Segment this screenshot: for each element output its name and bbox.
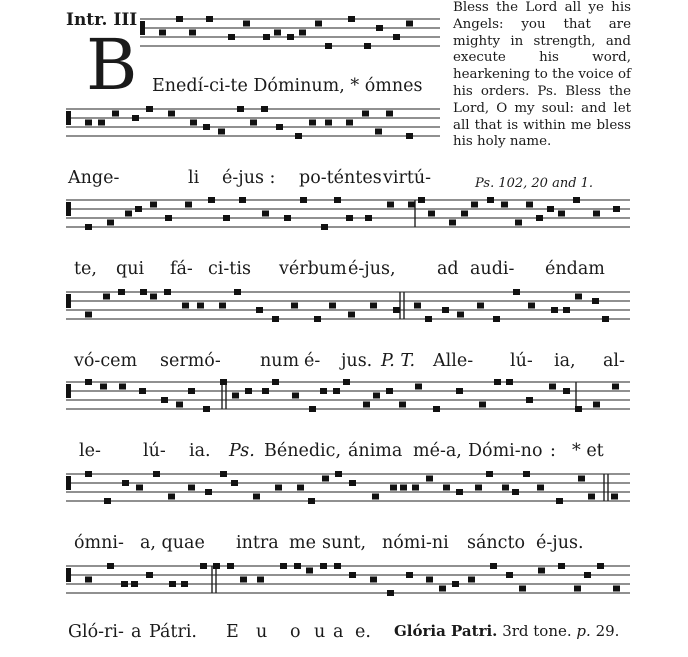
neume-note [231, 480, 238, 486]
clef-mark [66, 202, 71, 216]
neume-note [220, 471, 227, 477]
neume-note [321, 224, 328, 230]
neume-note [165, 215, 172, 221]
psalm-reference: Ps. 102, 20 and 1. [475, 176, 594, 191]
mode-label: Intr. III [66, 10, 138, 30]
neume-note [506, 379, 513, 385]
neume-note [538, 568, 545, 574]
neume-note [284, 215, 291, 221]
neume-note [325, 43, 332, 49]
neume-note [112, 111, 119, 117]
lyric-syllable: intra [236, 533, 279, 553]
neume-note [295, 133, 302, 139]
neume-note [150, 202, 157, 208]
neume-note [181, 581, 188, 587]
neume-note [393, 307, 400, 313]
neume-note [287, 34, 294, 40]
neume-note [386, 388, 393, 394]
neume-note [272, 379, 279, 385]
neume-note [612, 384, 619, 390]
lyric-syllable: Bénedic, [264, 441, 342, 461]
neume-note [528, 303, 535, 309]
neume-note [190, 120, 197, 126]
paschal-time-label: P. T. [381, 351, 416, 371]
neume-note [168, 111, 175, 117]
neume-note [275, 485, 282, 491]
neume-note [443, 485, 450, 491]
neume-note [487, 197, 494, 203]
page-prefix: p. [576, 622, 591, 640]
neume-note [85, 120, 92, 126]
neume-note [333, 388, 340, 394]
neume-note [412, 485, 419, 491]
neume-note [100, 384, 107, 390]
neume-note [234, 289, 241, 295]
neume-note [146, 572, 153, 578]
neume-note [189, 30, 196, 36]
neume-note [375, 129, 382, 135]
neume-note [549, 384, 556, 390]
neume-note [364, 43, 371, 49]
lyric-line-1: Enedí-ci-te Dóminum, * ómnes [152, 76, 423, 96]
neume-note [325, 120, 332, 126]
neume-note [208, 197, 215, 203]
lyric-syllable: ánima [348, 441, 403, 461]
gloria-label: Glória Patri. [394, 622, 498, 640]
neume-note [406, 21, 413, 27]
tone-label: 3rd tone. [502, 622, 572, 640]
neume-note [320, 563, 327, 569]
neume-note [309, 406, 316, 412]
neume-note [122, 480, 129, 486]
lyric-syllable: mé-a, [413, 441, 462, 461]
lyric-syllable: E [226, 622, 239, 642]
neume-note [456, 489, 463, 495]
neume-note [376, 25, 383, 31]
lyric-syllable: ia, [554, 351, 576, 371]
clef-mark [66, 384, 71, 398]
lyric-syllable: ad [437, 259, 459, 279]
lyric-syllable: é-jus. [536, 533, 584, 553]
neume-note [425, 316, 432, 322]
neume-note [132, 115, 139, 121]
neume-note [164, 289, 171, 295]
neume-note [185, 202, 192, 208]
neume-note [140, 289, 147, 295]
neume-note [390, 485, 397, 491]
neume-note [370, 577, 377, 583]
neume-note [433, 406, 440, 412]
neume-note [526, 202, 533, 208]
lyric-syllable: a, quae [140, 533, 205, 553]
neume-note [477, 303, 484, 309]
lyric-syllable: * et [572, 441, 604, 461]
clef-mark [140, 21, 145, 35]
lyric-syllable: ia. [189, 441, 211, 461]
neume-note [468, 577, 475, 583]
neume-note [387, 202, 394, 208]
page-number: 29. [595, 622, 620, 640]
neume-note [103, 294, 110, 300]
neume-note [414, 303, 421, 309]
neume-note [159, 30, 166, 36]
neume-note [563, 388, 570, 394]
neume-note [125, 211, 132, 217]
neume-note [299, 30, 306, 36]
neume-note [121, 581, 128, 587]
neume-note [439, 586, 446, 592]
lyric-syllable: é-jus, [348, 259, 396, 279]
neume-note [228, 34, 235, 40]
clef-mark [66, 294, 71, 308]
neume-note [188, 388, 195, 394]
neume-note [490, 563, 497, 569]
lyric-syllable: jus. [341, 351, 373, 371]
neume-note [393, 34, 400, 40]
clef-mark [66, 476, 71, 490]
neume-note [203, 406, 210, 412]
neume-note [262, 211, 269, 217]
lyric-syllable: : [550, 441, 556, 461]
neume-note [363, 402, 370, 408]
neume-note [456, 388, 463, 394]
lyric-syllable: Pátri. [149, 622, 197, 642]
neume-note [237, 106, 244, 112]
lyric-syllable: po-téntes [299, 168, 382, 188]
neume-note [243, 21, 250, 27]
neume-note [493, 316, 500, 322]
neume-note [256, 307, 263, 313]
neume-note [306, 568, 313, 574]
lyric-syllable: o [290, 622, 301, 642]
neume-note [334, 197, 341, 203]
neume-note [292, 393, 299, 399]
neume-note [315, 21, 322, 27]
neume-note [584, 572, 591, 578]
neume-note [153, 471, 160, 477]
neume-note [349, 572, 356, 578]
neume-note [506, 572, 513, 578]
neume-note [523, 471, 530, 477]
lyric-syllable: sáncto [467, 533, 526, 553]
lyric-syllable: nómi-ni [382, 533, 449, 553]
neume-note [415, 384, 422, 390]
neume-note [320, 388, 327, 394]
neume-note [291, 303, 298, 309]
lyric-syllable: qui [116, 259, 145, 279]
neume-note [197, 303, 204, 309]
lyric-syllable: Ange- [68, 168, 120, 188]
neume-note [502, 485, 509, 491]
neume-note [169, 581, 176, 587]
neume-note [556, 498, 563, 504]
neume-note [418, 197, 425, 203]
neume-note [139, 388, 146, 394]
neume-note [118, 289, 125, 295]
neume-note [512, 489, 519, 495]
neume-note [161, 397, 168, 403]
neume-note [373, 393, 380, 399]
neume-note [98, 120, 105, 126]
neume-note [558, 211, 565, 217]
neume-note [515, 220, 522, 226]
neume-note [85, 577, 92, 583]
neume-note [203, 124, 210, 130]
neume-note [245, 388, 252, 394]
neume-note [551, 307, 558, 313]
neume-note [593, 402, 600, 408]
neume-note [107, 220, 114, 226]
neume-note [150, 294, 157, 300]
lyric-syllable: num [260, 351, 300, 371]
neume-note [280, 563, 287, 569]
neume-note [471, 202, 478, 208]
lyric-syllable: a [333, 622, 344, 642]
neume-note [85, 379, 92, 385]
neume-note [349, 480, 356, 486]
neume-note [272, 316, 279, 322]
neume-note [262, 388, 269, 394]
lyric-syllable: e. [355, 622, 371, 642]
neume-note [274, 30, 281, 36]
translation-paragraph: Bless the Lord all ye his Angels: you that are mighty in strength, and execute his word, hearkening to the voice of his orders. Ps. Bless the Lord, O my soul: and let all that is within me bless his holy name. [453, 0, 631, 150]
lyric-syllable: é-jus : [222, 168, 276, 188]
neume-note [400, 485, 407, 491]
neume-note [223, 215, 230, 221]
lyric-syllable: u [314, 622, 326, 642]
neume-note [613, 586, 620, 592]
neume-note [588, 494, 595, 500]
neume-note [449, 220, 456, 226]
neume-note [537, 485, 544, 491]
neume-note [563, 307, 570, 313]
neume-note [329, 303, 336, 309]
lyric-syllable: audi- [470, 259, 515, 279]
neume-note [372, 494, 379, 500]
neume-note [406, 133, 413, 139]
neume-note [253, 494, 260, 500]
clef-mark [66, 568, 71, 582]
neume-note [370, 303, 377, 309]
lyric-syllable: a [131, 622, 142, 642]
neume-note [182, 303, 189, 309]
neume-note [575, 294, 582, 300]
neume-note [146, 106, 153, 112]
neume-note [486, 471, 493, 477]
neume-note [136, 485, 143, 491]
neume-note [346, 120, 353, 126]
neume-note [452, 581, 459, 587]
neume-note [575, 406, 582, 412]
lyric-syllable: vérbum [279, 259, 347, 279]
neume-note [558, 563, 565, 569]
neume-note [526, 397, 533, 403]
neume-note [426, 577, 433, 583]
neume-note [386, 111, 393, 117]
neume-note [250, 120, 257, 126]
neume-note [263, 34, 270, 40]
neume-note [239, 197, 246, 203]
neume-note [547, 206, 554, 212]
neume-note [85, 224, 92, 230]
lyric-syllable: lú- [143, 441, 166, 461]
neume-note [475, 485, 482, 491]
neume-note [131, 581, 138, 587]
neume-note [188, 485, 195, 491]
lyric-syllable: virtú- [383, 168, 432, 188]
neume-note [308, 498, 315, 504]
neume-note [343, 379, 350, 385]
neume-note [597, 563, 604, 569]
neume-note [479, 402, 486, 408]
neume-note [232, 393, 239, 399]
neume-note [227, 563, 234, 569]
neume-note [219, 303, 226, 309]
neume-note [406, 572, 413, 578]
lyric-syllable: fá- [170, 259, 193, 279]
lyric-syllable: u [256, 622, 268, 642]
neume-note [300, 197, 307, 203]
neume-note [205, 489, 212, 495]
neume-note [348, 312, 355, 318]
gloria-reference [394, 622, 619, 640]
neume-note [428, 211, 435, 217]
neume-note [494, 379, 501, 385]
lyric-syllable: le- [79, 441, 101, 461]
neume-note [426, 476, 433, 482]
neume-note [573, 197, 580, 203]
neume-note [85, 312, 92, 318]
neume-note [176, 16, 183, 22]
neume-note [240, 577, 247, 583]
neume-note [107, 563, 114, 569]
neume-note [176, 402, 183, 408]
neume-note [365, 215, 372, 221]
neume-note [294, 563, 301, 569]
lyric-syllable: li [188, 168, 200, 188]
lyric-syllable: ómni- [74, 533, 124, 553]
lyric-syllable: Gló-ri- [68, 622, 124, 642]
neume-note [335, 471, 342, 477]
neume-note [442, 307, 449, 313]
lyric-syllable: te, [74, 259, 97, 279]
neume-note [387, 590, 394, 596]
neume-note [519, 586, 526, 592]
initial-letter: B [86, 24, 138, 106]
neume-note [135, 206, 142, 212]
neume-note [457, 312, 464, 318]
neume-note [85, 471, 92, 477]
lyric-syllable: Dómi-no [468, 441, 543, 461]
lyric-syllable: me [289, 533, 316, 553]
lyric-syllable: lú- [510, 351, 533, 371]
neume-note [461, 211, 468, 217]
neume-note [611, 494, 618, 500]
neume-note [501, 202, 508, 208]
psalm-label: Ps. [229, 441, 255, 461]
neume-note [513, 289, 520, 295]
lyric-syllable: sermó- [160, 351, 221, 371]
lyric-syllable: al- [603, 351, 625, 371]
neume-note [168, 494, 175, 500]
lyric-syllable: éndam [545, 259, 605, 279]
neume-note [276, 124, 283, 130]
neume-note [348, 16, 355, 22]
clef-mark [66, 111, 71, 125]
neume-note [261, 106, 268, 112]
lyric-syllable: vó-cem [74, 351, 138, 371]
neume-note [104, 498, 111, 504]
lyric-syllable: é- [304, 351, 321, 371]
neume-note [613, 206, 620, 212]
neume-note [206, 16, 213, 22]
neume-note [602, 316, 609, 322]
neume-note [362, 111, 369, 117]
neume-note [314, 316, 321, 322]
neume-note [334, 563, 341, 569]
neume-note [408, 202, 415, 208]
neume-note [592, 298, 599, 304]
neume-note [213, 563, 220, 569]
neume-note [322, 476, 329, 482]
lyric-syllable: ci-tis [208, 259, 251, 279]
neume-note [399, 402, 406, 408]
lyric-syllable: Alle- [433, 351, 474, 371]
neume-note [220, 379, 227, 385]
lyric-syllable: sunt, [322, 533, 367, 553]
neume-note [218, 129, 225, 135]
neume-note [593, 211, 600, 217]
neume-note [574, 586, 581, 592]
neume-note [257, 577, 264, 583]
neume-note [578, 476, 585, 482]
neume-note [346, 215, 353, 221]
neume-note [200, 563, 207, 569]
neume-note [536, 215, 543, 221]
neume-note [309, 120, 316, 126]
neume-note [119, 384, 126, 390]
neume-note [297, 485, 304, 491]
